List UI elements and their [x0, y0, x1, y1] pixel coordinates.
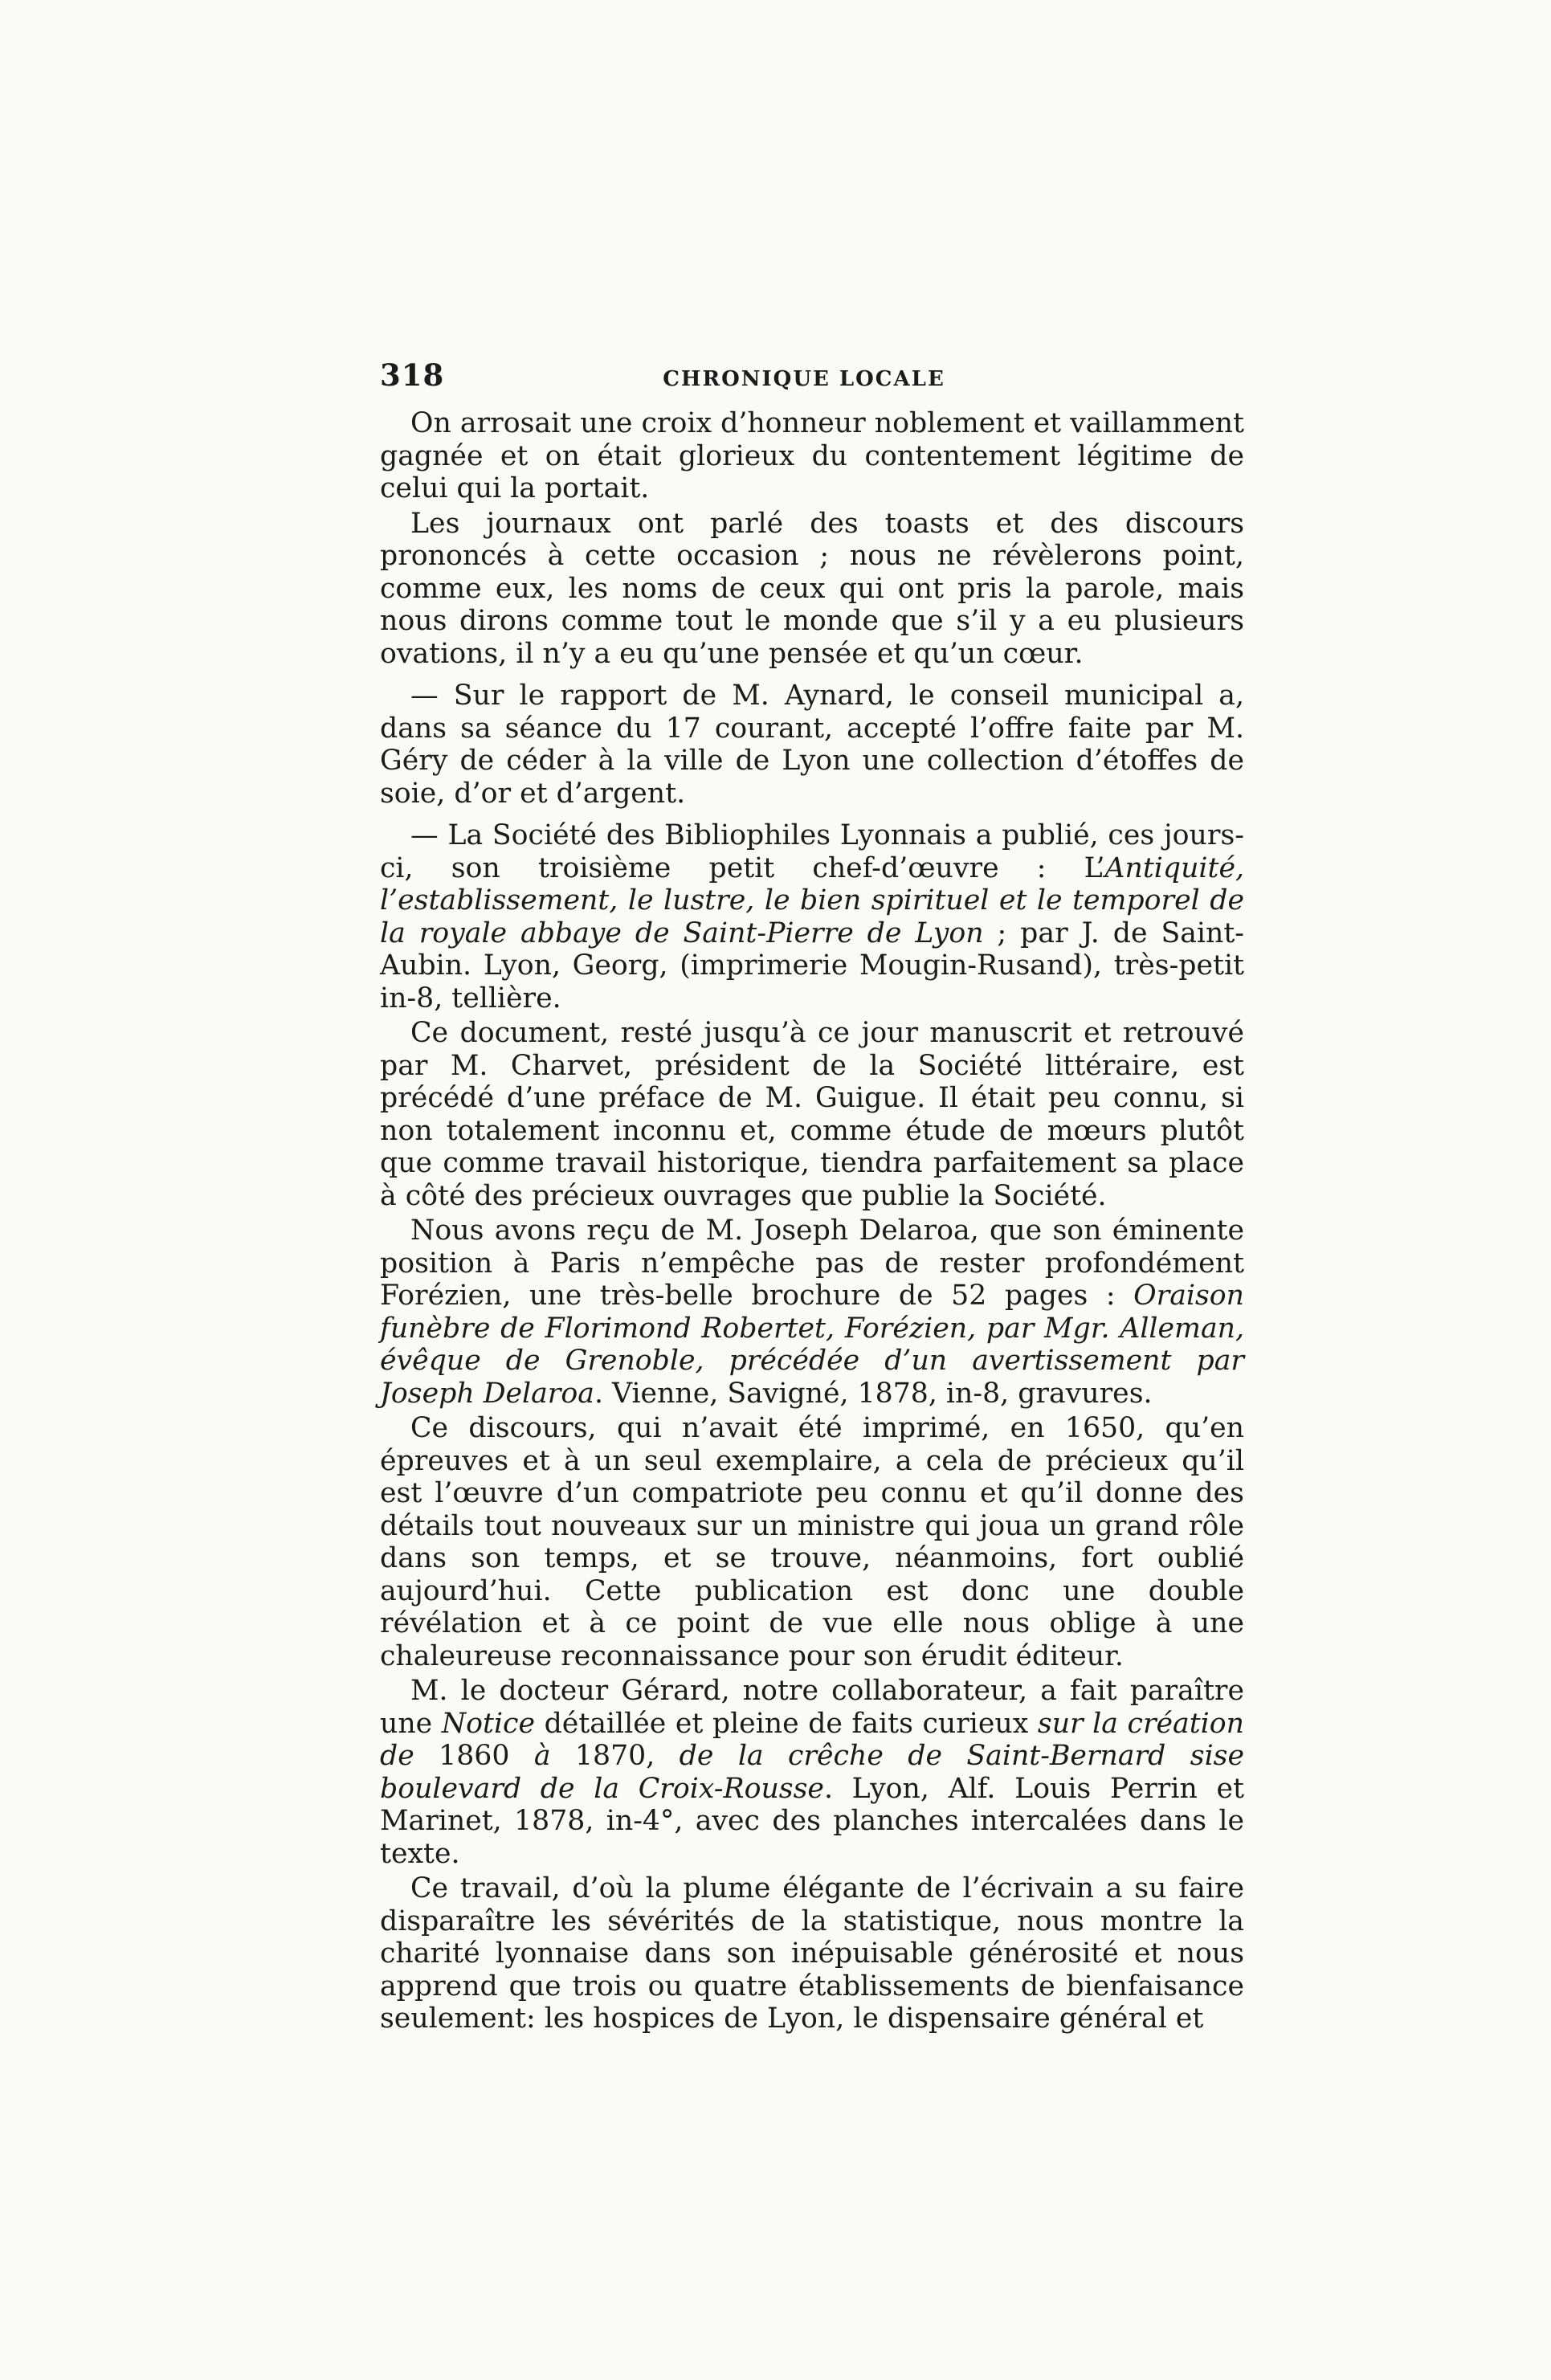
text-run: 1860 — [414, 1740, 534, 1772]
paragraph-5 — [380, 1017, 1244, 1212]
text-block — [380, 357, 1244, 2035]
text-run: détaillée et pleine de faits curieux — [535, 1707, 1038, 1740]
text-run: Les journaux ont parlé des toasts et des discours prononcés à cette occasion ; nous ne révèlerons point, comme eux, les noms de ceux qui ont pris la parole, mais nous dirons comme tout le monde que s’il y a eu plusieurs ovations, il n’y a eu qu’une pensée et qu’un cœur. — [380, 507, 1244, 670]
text-run: On arrosait une croix d’honneur noblement et vaillamment gagnée et on était glorieux du contentement légitime de celui qui la portait. — [380, 407, 1244, 504]
text-run: Ce document, resté jusqu’à ce jour manuscrit et retrouvé par M. Charvet, président de la Société littéraire, est précédé d’une préface de M. Guigue. Il était peu connu, si non totalement inconnu et, comme étude de mœurs plutôt que comme travail historique, tiendra parfaitement sa place à côté des précieux ouvrages que publie la Société. — [380, 1017, 1244, 1212]
italic-text-run: de la crêche de Saint-Bernard sise boulevard de la Croix-Rousse — [380, 1740, 1244, 1805]
paragraph-8 — [380, 1675, 1244, 1870]
text-run: Ce discours, qui n’avait été imprimé, en 1650, qu’en épreuves et à un seul exemplaire, a cela de précieux qu’il est l’œuvre d’un compatriote peu connu et qu’il donne des détails tout nouveaux sur un ministre qui joua un grand rôle dans son temps, et se trouve, néanmoins, fort oublié aujourd’hui. Cette publication est donc une double révélation et à ce point de vue elle nous oblige à une chaleureuse reconnaissance pour son érudit éditeur. — [380, 1412, 1244, 1672]
text-run: Nous avons reçu de M. Joseph Delaroa, que son éminente position à Paris n’empêche pas de rester profondément Forézien, une très-belle brochure de 52 pages : — [380, 1214, 1244, 1312]
text-run: Ce travail, d’où la plume élégante de l’écrivain a su faire disparaître les sévérités de la statistique, nous montre la charité lyonnaise dans son inépuisable générosité et nous apprend que trois ou quatre établissements de bienfaisance seulement: les hospices de Lyon, le dispensaire général et — [380, 1872, 1244, 2035]
text-run: — La Société des Bibliophiles Lyonnais a publié, ces jours-ci, son troisième petit chef-d’œuvre : L’ — [380, 819, 1244, 884]
italic-text-run: Antiquité, l’establissement, le lustre, le bien spirituel et le temporel de la royale abbaye de Saint-Pierre de Lyon — [380, 851, 1244, 949]
text-run: . Lyon, Alf. Louis Perrin et Marinet, 1878, in-4°, avec des planches intercalées dans le texte. — [380, 1772, 1244, 1870]
paragraph-3 — [380, 680, 1244, 810]
italic-text-run: sur la création de — [380, 1707, 1244, 1772]
italic-text-run: Oraison funèbre de Florimond Robertet, Forézien, par Mgr. Alleman, évêque de Grenoble, précédée d’un avertissement par Joseph Delaroa — [380, 1280, 1244, 1410]
text-run: M. le docteur Gérard, notre collaborateur, a fait paraître une — [380, 1675, 1244, 1740]
paragraph-9 — [380, 1872, 1244, 2035]
paragraph-1 — [380, 407, 1244, 505]
running-title: CHRONIQUE LOCALE — [663, 367, 945, 391]
text-run: ; par J. de Saint-Aubin. Lyon, Georg, (imprimerie Mougin-Rusand), très-petit in-8, tellière. — [380, 916, 1244, 1014]
paragraph-6 — [380, 1214, 1244, 1410]
text-run: 1870, — [550, 1740, 680, 1772]
paragraph-2 — [380, 508, 1244, 671]
paragraph-7 — [380, 1412, 1244, 1672]
italic-text-run: à — [533, 1740, 551, 1772]
italic-text-run: Notice — [441, 1707, 536, 1740]
text-run: . Vienne, Savigné, 1878, in-8, gravures. — [594, 1377, 1153, 1410]
running-header — [380, 357, 1244, 402]
page-number: 318 — [380, 357, 445, 393]
text-run: — Sur le rapport de M. Aynard, le conseil municipal a, dans sa séance du 17 courant, accepté l’offre faite par M. Géry de céder à la ville de Lyon une collection d’étoffes de soie, d’or et d’argent. — [380, 680, 1244, 810]
paragraph-4 — [380, 819, 1244, 1014]
